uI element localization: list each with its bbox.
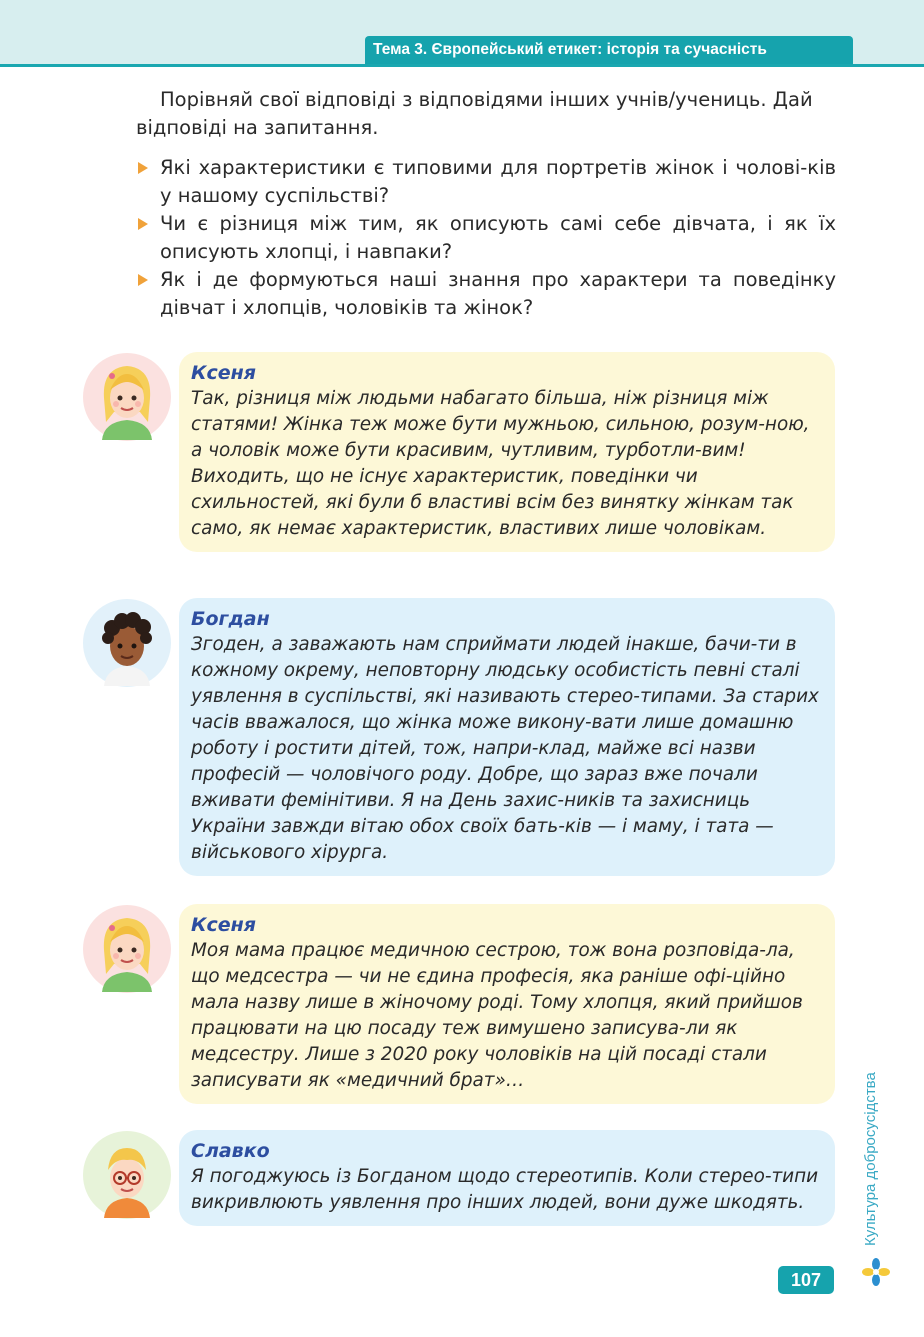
side-section-label: Культура добросусідства — [862, 1072, 879, 1246]
question-item: Які характеристики є типовими для портретів жінок і чолові-ків у нашому суспільстві? — [136, 154, 836, 209]
dialogue-bubble — [179, 904, 835, 1104]
speech-text: Моя мама працює медичною сестрою, тож вона розповіда-ла, що медсестра — чи не єдина професія, яка раніше офі-ційно мала назву лише в жіночому роді. Тому хлопця, який прийшов працювати на цю посаду теж вимушено записува-ли як медсестру. Лише з 2020 року чоловіків на цій посаді стали записувати як «медичний брат»… — [191, 940, 803, 1091]
girl-blonde-avatar — [82, 904, 172, 994]
bullet-triangle-icon — [138, 218, 148, 230]
speaker-name: Ксеня — [191, 362, 257, 384]
speaker-name: Богдан — [191, 608, 270, 630]
speech-text: Так, різниця між людьми набагато більша, ніж різниця між статями! Жінка теж може бути мужньою, сильною, розум-ною, а чоловік може бути красивим, чутливим, турботли-вим! Виходить, що не існує характеристик, поведінки чи схильностей, які були б властиві всім без винятку жінкам так само, як немає характеристик, властивих лише чоловікам. — [191, 388, 810, 539]
intro-text: Порівняй свої відповіді з відповідями інших учнів/учениць. Дай відповіді на запитання. — [136, 88, 813, 139]
topic-title: Тема 3. Європейський етикет: історія та сучасність — [365, 36, 853, 64]
boy-curly-avatar — [82, 598, 172, 688]
question-item: Як і де формуються наші знання про характери та поведінку дівчат і хлопців, чоловіків та жінок? — [136, 266, 836, 321]
bullet-triangle-icon — [138, 274, 148, 286]
dialogue-bubble — [179, 1130, 835, 1226]
speaker-name: Славко — [191, 1140, 270, 1162]
speaker-name: Ксеня — [191, 914, 257, 936]
intro-paragraph — [136, 86, 836, 142]
flower-icon — [862, 1258, 890, 1286]
question-item: Чи є різниця між тим, як описують самі себе дівчата, і як їх описують хлопці, і навпаки? — [136, 210, 836, 265]
speech-text: Я погоджуюсь із Богданом щодо стереотипів. Коли стерео-типи викривлюють уявлення про інших людей, вони дуже шкодять. — [191, 1166, 819, 1213]
page-number: 107 — [778, 1266, 834, 1294]
girl-blonde-avatar — [82, 352, 172, 442]
boy-glasses-avatar — [82, 1130, 172, 1220]
bullet-triangle-icon — [138, 162, 148, 174]
header-rule — [0, 64, 924, 67]
question-list — [136, 154, 836, 322]
speech-text: Згоден, а заважають нам сприймати людей інакше, бачи-ти в кожному окрему, неповторну людську особистість певні сталі уявлення в суспільстві, які називають стерео-типами. За старих часів вважалося, що жінка може викону-вати лише домашню роботу і ростити дітей, тож, напри-клад, майже всі назви професій — чоловічого роду. Добре, що зараз вже почали вживати фемінітиви. Я на День захис-ників та захисниць України завжди вітаю обох своїх бать-ків — і маму, і тата — військового хірурга. — [191, 634, 819, 863]
dialogue-bubble — [179, 352, 835, 552]
dialogue-bubble — [179, 598, 835, 876]
